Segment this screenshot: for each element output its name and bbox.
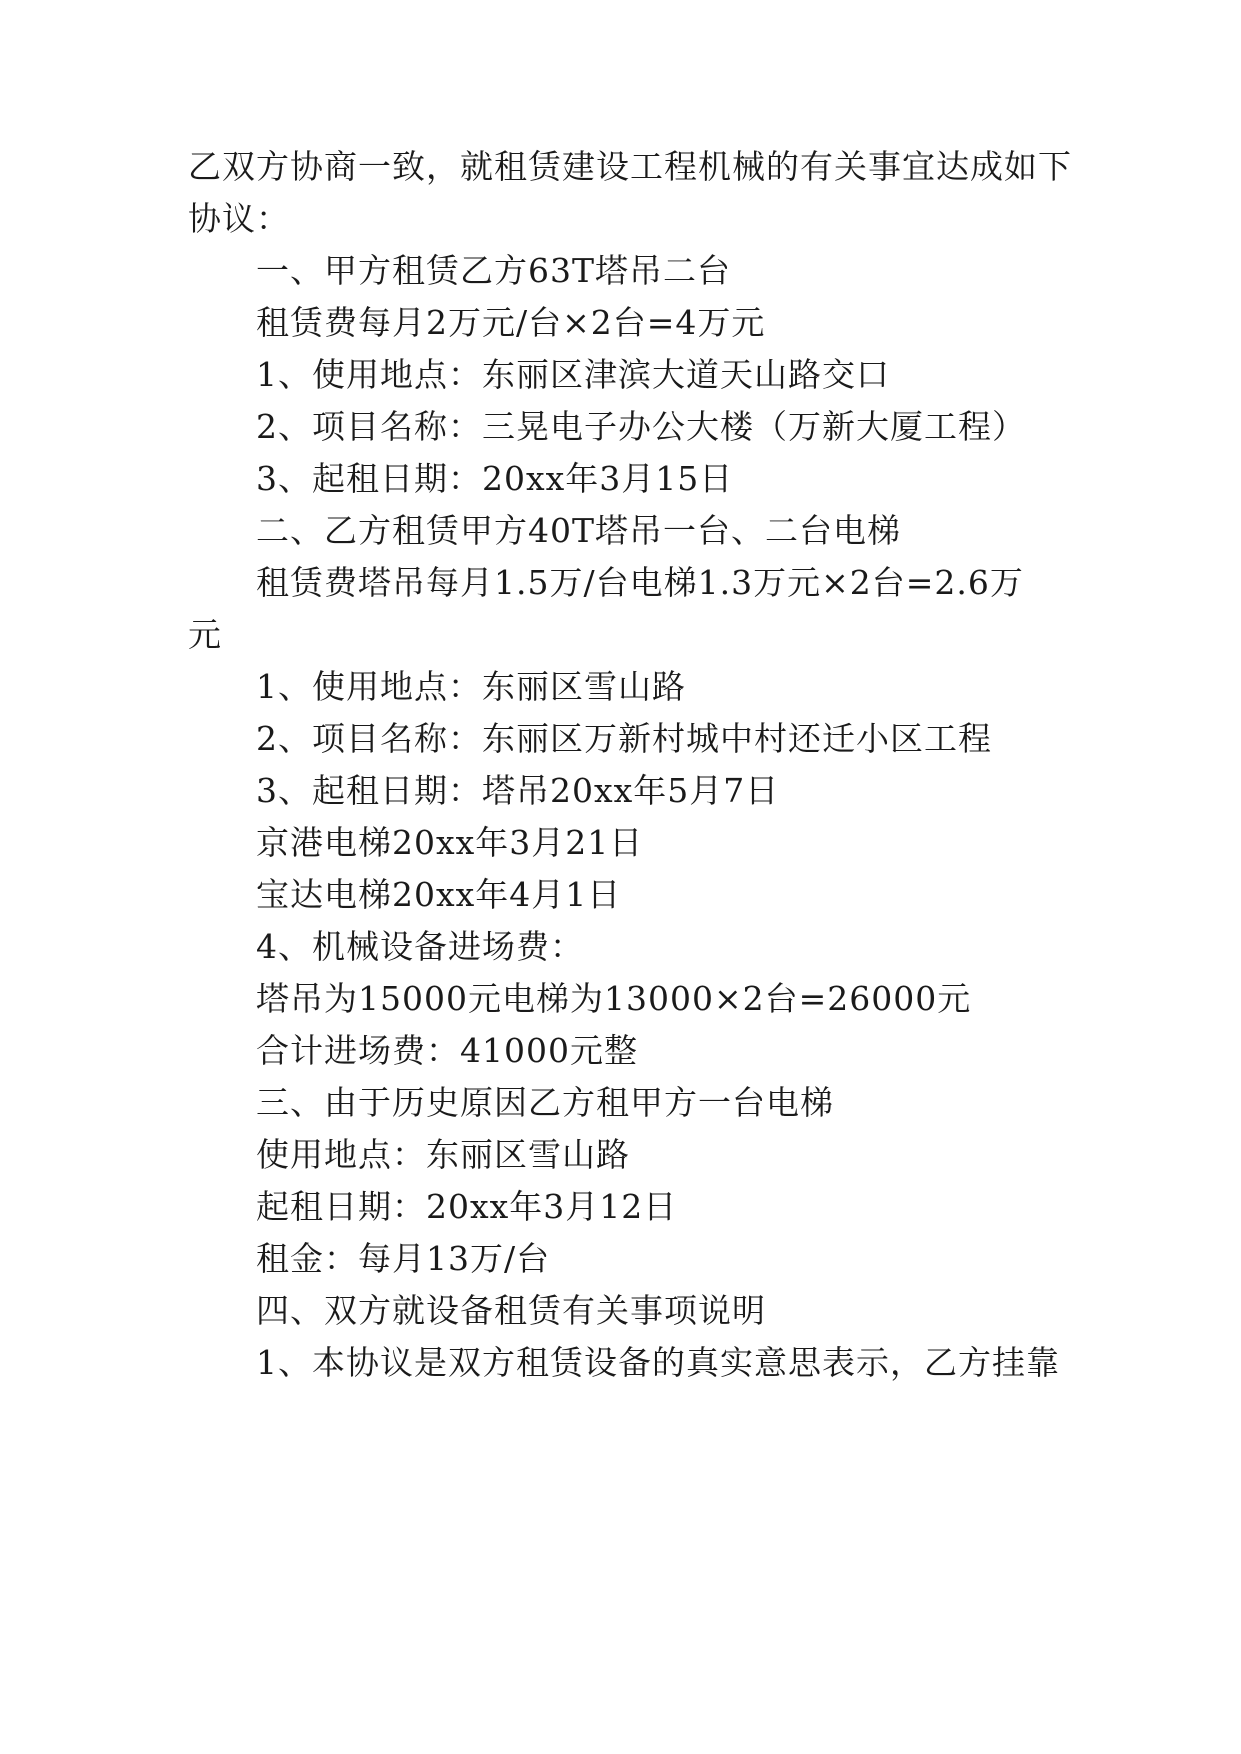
paragraph-line: 元 xyxy=(188,615,222,654)
list-item: 1、使用地点：东丽区津滨大道天山路交口 xyxy=(256,355,890,394)
section-heading: 一、甲方租赁乙方63T塔吊二台 xyxy=(256,251,732,290)
list-item: 3、起租日期：20xx年3月15日 xyxy=(256,459,734,498)
paragraph-line: 租赁费每月2万元/台×2台=4万元 xyxy=(256,303,766,342)
paragraph-line: 租金：每月13万/台 xyxy=(256,1239,551,1278)
section-heading: 二、乙方租赁甲方40T塔吊一台、二台电梯 xyxy=(256,511,902,550)
paragraph-line: 使用地点：东丽区雪山路 xyxy=(256,1135,630,1174)
list-item: 4、机械设备进场费： xyxy=(256,927,584,966)
paragraph-line: 协议： xyxy=(188,199,290,238)
paragraph-line: 塔吊为15000元电梯为13000×2台=26000元 xyxy=(256,979,972,1018)
paragraph-line: 合计进场费：41000元整 xyxy=(256,1031,638,1070)
paragraph-line: 租赁费塔吊每月1.5万/台电梯1.3万元×2台=2.6万 xyxy=(256,563,1024,602)
paragraph-line: 宝达电梯20xx年4月1日 xyxy=(256,875,622,914)
paragraph-line: 乙双方协商一致，就租赁建设工程机械的有关事宜达成如下 xyxy=(188,147,1072,186)
section-heading: 三、由于历史原因乙方租甲方一台电梯 xyxy=(256,1083,834,1122)
list-item: 3、起租日期：塔吊20xx年5月7日 xyxy=(256,771,780,810)
list-item: 2、项目名称：东丽区万新村城中村还迁小区工程 xyxy=(256,719,992,758)
section-heading: 四、双方就设备租赁有关事项说明 xyxy=(256,1291,766,1330)
paragraph-line: 起租日期：20xx年3月12日 xyxy=(256,1187,678,1226)
paragraph-line: 京港电梯20xx年3月21日 xyxy=(256,823,644,862)
list-item: 2、项目名称：三晃电子办公大楼（万新大厦工程） xyxy=(256,407,1026,446)
list-item: 1、本协议是双方租赁设备的真实意思表示，乙方挂靠 xyxy=(256,1343,1060,1382)
list-item: 1、使用地点：东丽区雪山路 xyxy=(256,667,686,706)
